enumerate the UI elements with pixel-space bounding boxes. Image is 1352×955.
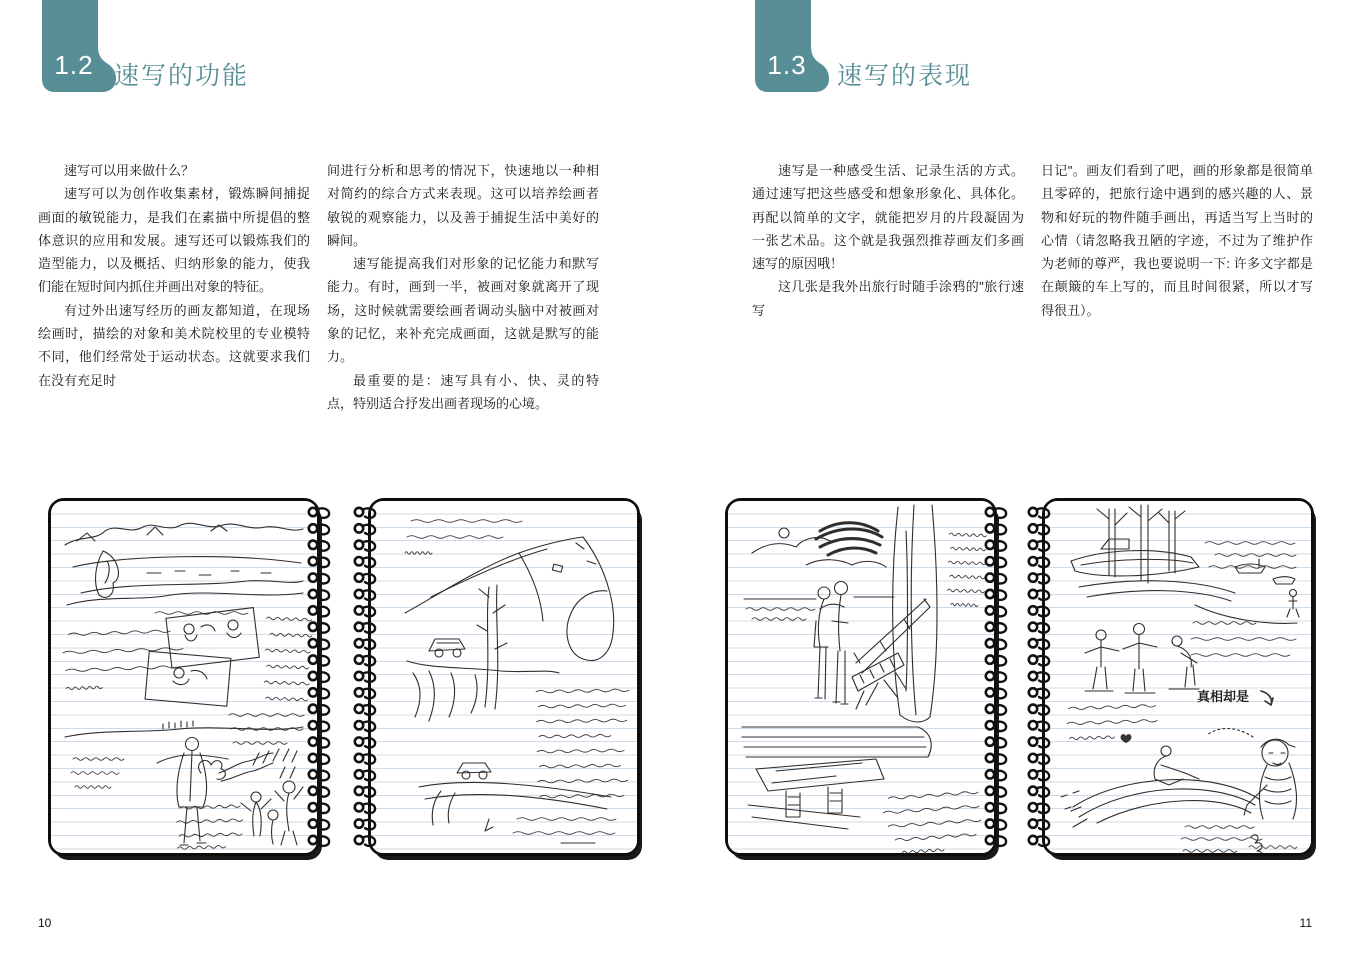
sketch-lake-illustration [51,501,317,853]
sketchbook-page-road [368,498,640,856]
paragraph: 这几张是我外出旅行时随手涂鸦的"旅行速写 [752,279,1024,318]
page-number: 11 [1299,916,1312,930]
sketchbook-page-lake [48,498,320,856]
sketch-harbor-illustration [1045,501,1311,853]
paragraph: 速写可以用来做什么？ [64,163,195,178]
paragraph: 速写是一种感受生活、记录生活的方式。通过速写把这些感受和想象形象化、具体化。再配以简单的文字，就能把岁月的片段凝固为一张艺术品。这个就是我强烈推荐画友们多画速写的原因哦！ [752,163,1024,272]
section-title: 速写的表现 [837,62,973,90]
body-text [38,159,599,415]
spiral-binding [1026,505,1056,851]
text-column-1 [38,159,310,415]
spiral-binding [983,505,1013,851]
page-number: 10 [38,916,52,930]
sketch-annotation-text: 真相却是 [1197,689,1250,704]
text-column-1 [752,159,1024,322]
paragraph: 间进行分析和思考的情况下，快速地以一种相对简约的综合方式来表现。这可以培养绘画者敏锐的观察能力，以及善于捕捉生活中美好的瞬间。 [327,163,599,248]
paragraph: 最重要的是：速写具有小、快、灵的特点，特别适合抒发出画者现场的心境。 [327,372,599,411]
sketchbook-page-harbor [1042,498,1314,856]
paragraph: 有过外出速写经历的画友都知道，在现场绘画时，描绘的对象和美术院校里的专业模特不同，他们经常处于运动状态。这就要求我们在没有充足时 [38,302,310,388]
paragraph: 速写可以为创作收集素材，锻炼瞬间捕捉画面的敏锐能力，是我们在素描中所提倡的整体意识的应用和发展。速写还可以锻炼我们的造型能力，以及概括、归纳形象的能力，使我们能在短时间内抓住并画出对象的特征。 [38,186,310,295]
sketch-seaside-illustration [728,501,994,853]
text-column-2 [327,159,599,415]
paragraph: 日记"。画友们看到了吧，画的形象都是很简单且零碎的，把旅行途中遇到的感兴趣的人、景物和好玩的物件随手画出，再适当写上当时的心情（请忽略我丑陋的字迹，不过为了维护作为老师的尊严，我也要说明一下: 许多文字都是在颠簸的车上写的，而且时间很紧，所以才写得很丑）。 [1041,163,1313,318]
section-number: 1.3 [767,50,807,80]
section-title: 速写的功能 [114,62,250,90]
sketchbook-page-seaside [725,498,997,856]
section-tab-1-2 [42,0,116,92]
body-text [752,159,1313,322]
sketch-road-illustration [371,501,637,853]
spiral-binding [352,505,382,851]
section-number: 1.2 [54,50,94,80]
spiral-binding [306,505,336,851]
section-tab-1-3 [755,0,829,92]
page-right [676,0,1352,955]
text-column-2 [1041,159,1313,322]
paragraph: 速写能提高我们对形象的记忆能力和默写能力。有时，画到一半，被画对象就离开了现场，这时候就需要绘画者调动头脑中对被画对象的记忆，来补充完成画面，这就是默写的能力。 [327,256,599,365]
